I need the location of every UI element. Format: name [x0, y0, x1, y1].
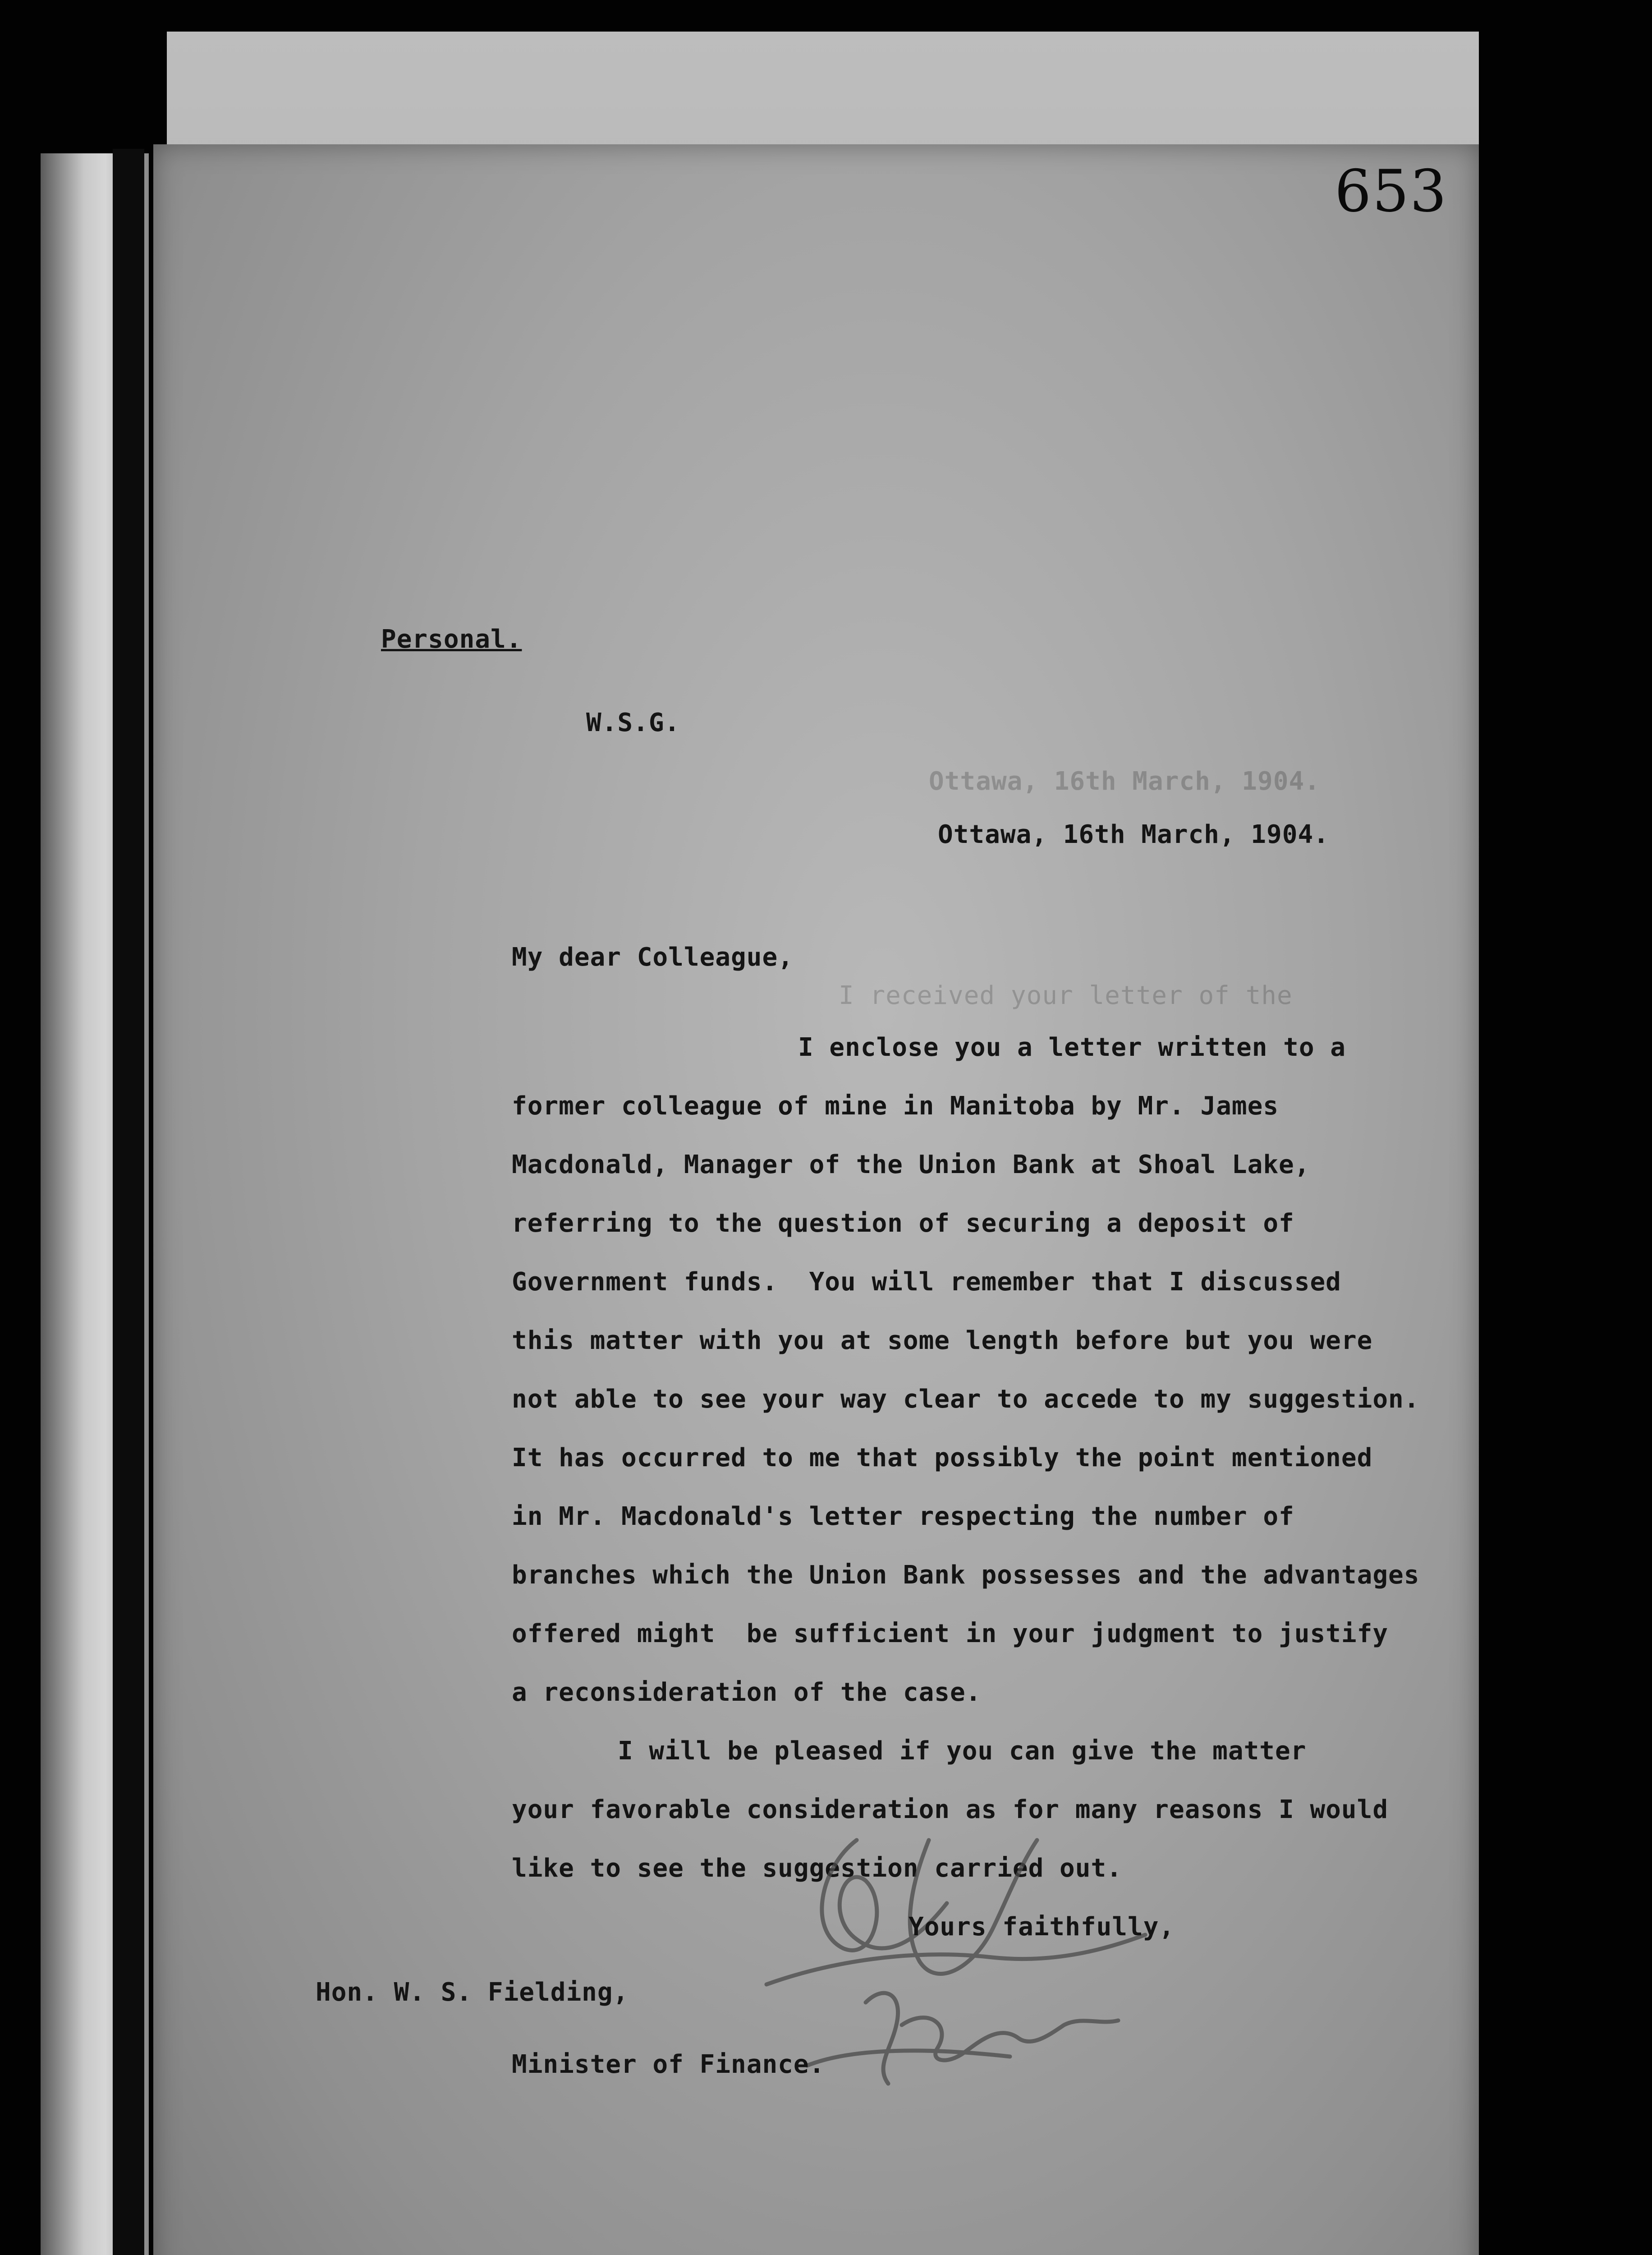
- body-line: a reconsideration of the case.: [512, 1678, 982, 1707]
- show-through-line: I received your letter of the: [839, 981, 1293, 1010]
- body-line: not able to see your way clear to accede to my suggestion.: [512, 1385, 1420, 1414]
- closing: Yours faithfully,: [909, 1912, 1175, 1942]
- body-line: your favorable consideration as for many reasons I would: [512, 1795, 1389, 1824]
- personal-marking: Personal.: [381, 625, 522, 654]
- body-line: offered might be sufficient in your judgment to justify: [512, 1619, 1389, 1648]
- binding-gap: [113, 149, 144, 2255]
- handwritten-signature: [739, 1813, 1168, 2129]
- body-line: in Mr. Macdonald's letter respecting the number of: [512, 1502, 1294, 1531]
- letter-date: Ottawa, 16th March, 1904.: [938, 820, 1329, 849]
- salutation: My dear Colleague,: [512, 943, 794, 972]
- body-line: referring to the question of securing a deposit of: [512, 1209, 1294, 1238]
- date-ghost-text: Ottawa, 16th March, 1904.: [929, 767, 1320, 796]
- body-line: branches which the Union Bank possesses and the advantages: [512, 1560, 1420, 1590]
- addressee-name: Hon. W. S. Fielding,: [316, 1978, 629, 2007]
- body-line: former colleague of mine in Manitoba by Mr. James: [512, 1091, 1279, 1121]
- body-line: It has occurred to me that possibly the point mentioned: [512, 1443, 1373, 1473]
- page-number: 653: [1335, 158, 1448, 225]
- body-line: Macdonald, Manager of the Union Bank at Shoal Lake,: [512, 1150, 1310, 1179]
- body-line: I will be pleased if you can give the matter: [618, 1736, 1307, 1766]
- body-line: this matter with you at some length before but you were: [512, 1326, 1373, 1355]
- addressee-title: Minister of Finance.: [512, 2050, 825, 2079]
- body-line: like to see the suggestion carried out.: [512, 1854, 1122, 1883]
- initials: W.S.G.: [586, 708, 680, 737]
- body-line: I enclose you a letter written to a: [798, 1033, 1346, 1062]
- body-line: Government funds. You will remember that I discussed: [512, 1267, 1341, 1297]
